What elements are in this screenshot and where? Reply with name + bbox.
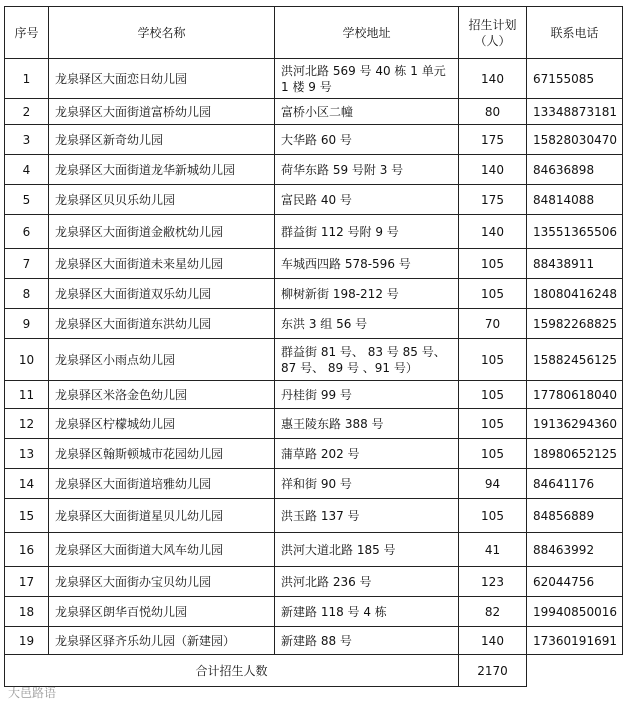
row-index: 9 bbox=[5, 309, 49, 339]
table-row bbox=[5, 249, 623, 279]
row-index: 17 bbox=[5, 567, 49, 597]
phone-number: 88438911 bbox=[527, 249, 623, 279]
school-address: 洪河北路 236 号 bbox=[275, 567, 459, 597]
phone-number: 18980652125 bbox=[527, 439, 623, 469]
school-name: 龙泉驿区小雨点幼儿园 bbox=[49, 339, 275, 381]
row-index: 15 bbox=[5, 499, 49, 533]
school-name: 龙泉驿区柠檬城幼儿园 bbox=[49, 409, 275, 439]
phone-number: 19940850016 bbox=[527, 597, 623, 627]
enrollment-count: 82 bbox=[459, 597, 527, 627]
header-school-name: 学校名称 bbox=[49, 7, 275, 59]
school-address: 富桥小区二幢 bbox=[275, 99, 459, 125]
school-address: 洪河北路 569 号 40 栋 1 单元 1 楼 9 号 bbox=[275, 59, 459, 99]
phone-number: 84814088 bbox=[527, 185, 623, 215]
enrollment-count: 94 bbox=[459, 469, 527, 499]
phone-number: 84641176 bbox=[527, 469, 623, 499]
school-address: 荷华东路 59 号附 3 号 bbox=[275, 155, 459, 185]
table-row bbox=[5, 499, 623, 533]
school-name: 龙泉驿区大面恋日幼儿园 bbox=[49, 59, 275, 99]
enrollment-count: 70 bbox=[459, 309, 527, 339]
row-index: 6 bbox=[5, 215, 49, 249]
school-address: 洪河大道北路 185 号 bbox=[275, 533, 459, 567]
school-address: 洪玉路 137 号 bbox=[275, 499, 459, 533]
table-row bbox=[5, 533, 623, 567]
enrollment-count: 105 bbox=[459, 409, 527, 439]
school-name: 龙泉驿区米洛金色幼儿园 bbox=[49, 381, 275, 409]
phone-number: 19136294360 bbox=[527, 409, 623, 439]
table-row bbox=[5, 309, 623, 339]
row-index: 4 bbox=[5, 155, 49, 185]
table-row bbox=[5, 279, 623, 309]
school-name: 龙泉驿区大面街办宝贝幼儿园 bbox=[49, 567, 275, 597]
enrollment-count: 175 bbox=[459, 185, 527, 215]
school-name: 龙泉驿区朗华百悦幼儿园 bbox=[49, 597, 275, 627]
enrollment-count: 123 bbox=[459, 567, 527, 597]
enrollment-count: 80 bbox=[459, 99, 527, 125]
school-name: 龙泉驿区翰斯顿城市花园幼儿园 bbox=[49, 439, 275, 469]
table-row bbox=[5, 155, 623, 185]
school-name: 龙泉驿区大面街道未来星幼儿园 bbox=[49, 249, 275, 279]
phone-number: 67155085 bbox=[527, 59, 623, 99]
school-name: 龙泉驿区驿齐乐幼儿园（新建园） bbox=[49, 627, 275, 655]
total-row bbox=[5, 655, 623, 687]
table-row bbox=[5, 185, 623, 215]
enrollment-count: 105 bbox=[459, 279, 527, 309]
enrollment-count: 140 bbox=[459, 155, 527, 185]
phone-number: 15982268825 bbox=[527, 309, 623, 339]
table-row bbox=[5, 99, 623, 125]
school-address: 群益街 112 号附 9 号 bbox=[275, 215, 459, 249]
enrollment-count: 105 bbox=[459, 381, 527, 409]
row-index: 16 bbox=[5, 533, 49, 567]
phone-number: 84636898 bbox=[527, 155, 623, 185]
school-address: 祥和街 90 号 bbox=[275, 469, 459, 499]
school-name: 龙泉驿区大面街道龙华新城幼儿园 bbox=[49, 155, 275, 185]
enrollment-count: 140 bbox=[459, 59, 527, 99]
row-index: 7 bbox=[5, 249, 49, 279]
table-row bbox=[5, 567, 623, 597]
row-index: 11 bbox=[5, 381, 49, 409]
school-address: 丹桂街 99 号 bbox=[275, 381, 459, 409]
row-index: 19 bbox=[5, 627, 49, 655]
enrollment-count: 105 bbox=[459, 339, 527, 381]
enrollment-count: 105 bbox=[459, 499, 527, 533]
header-row bbox=[5, 7, 623, 59]
enrollment-count: 175 bbox=[459, 125, 527, 155]
table-row bbox=[5, 627, 623, 655]
school-address: 蒲草路 202 号 bbox=[275, 439, 459, 469]
total-blank bbox=[527, 655, 623, 687]
school-address: 群益街 81 号、 83 号 85 号、 87 号、 89 号 、91 号） bbox=[275, 339, 459, 381]
row-index: 18 bbox=[5, 597, 49, 627]
school-name: 龙泉驿区贝贝乐幼儿园 bbox=[49, 185, 275, 215]
enrollment-count: 105 bbox=[459, 249, 527, 279]
school-address: 大华路 60 号 bbox=[275, 125, 459, 155]
table-row bbox=[5, 215, 623, 249]
school-address: 惠王陵东路 388 号 bbox=[275, 409, 459, 439]
table-row bbox=[5, 469, 623, 499]
phone-number: 88463992 bbox=[527, 533, 623, 567]
school-name: 龙泉驿区大面街道双乐幼儿园 bbox=[49, 279, 275, 309]
school-address: 新建路 88 号 bbox=[275, 627, 459, 655]
phone-number: 18080416248 bbox=[527, 279, 623, 309]
table-row bbox=[5, 439, 623, 469]
school-address: 柳树新街 198-212 号 bbox=[275, 279, 459, 309]
school-name: 龙泉驿区大面街道培雅幼儿园 bbox=[49, 469, 275, 499]
table-row bbox=[5, 125, 623, 155]
header-phone: 联系电话 bbox=[527, 7, 623, 59]
school-name: 龙泉驿区大面街道星贝儿幼儿园 bbox=[49, 499, 275, 533]
table-row bbox=[5, 339, 623, 381]
row-index: 8 bbox=[5, 279, 49, 309]
enrollment-count: 140 bbox=[459, 627, 527, 655]
total-label: 合计招生人数 bbox=[5, 655, 459, 687]
total-value: 2170 bbox=[459, 655, 527, 687]
row-index: 14 bbox=[5, 469, 49, 499]
row-index: 13 bbox=[5, 439, 49, 469]
school-name: 龙泉驿区大面街道大风车幼儿园 bbox=[49, 533, 275, 567]
row-index: 3 bbox=[5, 125, 49, 155]
table-row bbox=[5, 59, 623, 99]
row-index: 5 bbox=[5, 185, 49, 215]
table-row bbox=[5, 381, 623, 409]
table-row bbox=[5, 597, 623, 627]
table-row bbox=[5, 409, 623, 439]
enrollment-count: 105 bbox=[459, 439, 527, 469]
row-index: 10 bbox=[5, 339, 49, 381]
header-index: 序号 bbox=[5, 7, 49, 59]
phone-number: 62044756 bbox=[527, 567, 623, 597]
phone-number: 17360191691 bbox=[527, 627, 623, 655]
phone-number: 17780618040 bbox=[527, 381, 623, 409]
watermark: 大邑路语 bbox=[8, 686, 57, 700]
header-school-address: 学校地址 bbox=[275, 7, 459, 59]
phone-number: 13551365506 bbox=[527, 215, 623, 249]
school-address: 富民路 40 号 bbox=[275, 185, 459, 215]
enrollment-count: 41 bbox=[459, 533, 527, 567]
school-address: 车城西四路 578-596 号 bbox=[275, 249, 459, 279]
row-index: 12 bbox=[5, 409, 49, 439]
school-name: 龙泉驿区大面街道富桥幼儿园 bbox=[49, 99, 275, 125]
phone-number: 15828030470 bbox=[527, 125, 623, 155]
phone-number: 15882456125 bbox=[527, 339, 623, 381]
school-address: 新建路 118 号 4 栋 bbox=[275, 597, 459, 627]
school-name: 龙泉驿区大面街道东洪幼儿园 bbox=[49, 309, 275, 339]
enrollment-table bbox=[4, 6, 623, 687]
school-name: 龙泉驿区大面街道金敝枕幼儿园 bbox=[49, 215, 275, 249]
row-index: 1 bbox=[5, 59, 49, 99]
row-index: 2 bbox=[5, 99, 49, 125]
phone-number: 13348873181 bbox=[527, 99, 623, 125]
enrollment-count: 140 bbox=[459, 215, 527, 249]
school-name: 龙泉驿区新奇幼儿园 bbox=[49, 125, 275, 155]
header-enrollment-plan: 招生计划（人） bbox=[459, 7, 527, 59]
school-address: 东洪 3 组 56 号 bbox=[275, 309, 459, 339]
phone-number: 84856889 bbox=[527, 499, 623, 533]
